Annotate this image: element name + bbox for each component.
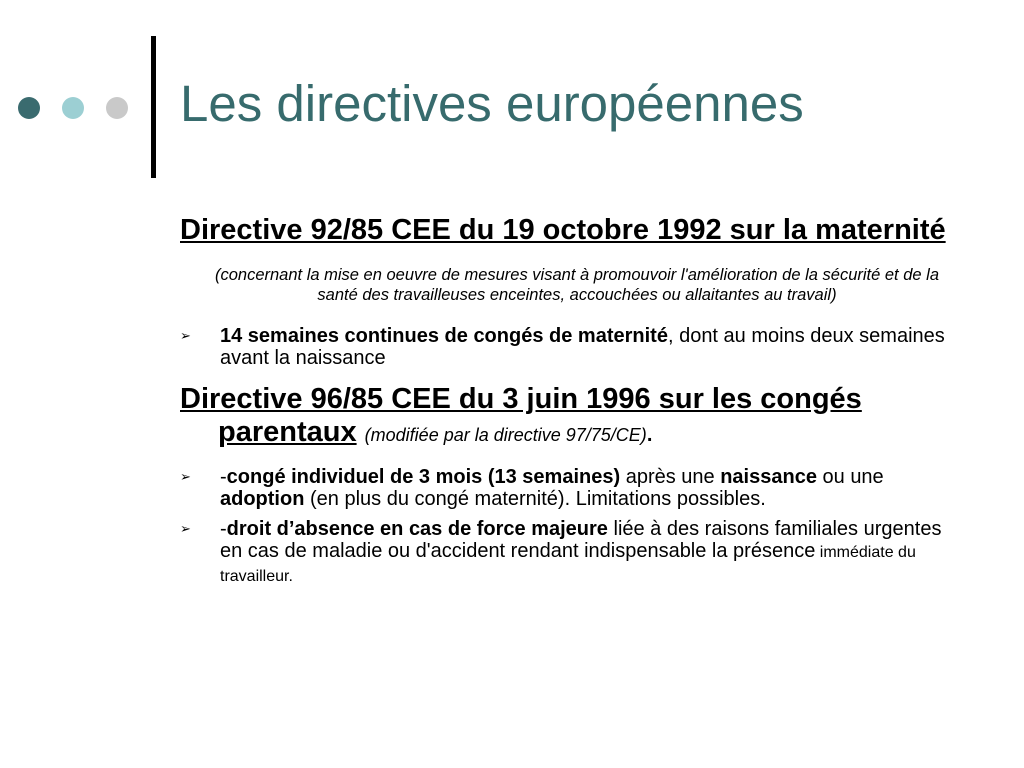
bullet-text: (en plus du congé maternité). Limitations possibles. [304,488,766,510]
directive-96-85-heading [180,383,950,452]
dot-gray-icon [106,97,128,119]
directive-92-85-note: (concernant la mise en oeuvre de mesures visant à promouvoir l'amélioration de la sécurité et de la santé des travailleuses enceintes, accouchées ou allaitantes au travail) [214,266,940,304]
directive-96-85-note: (modifiée par la directive 97/75/CE) [364,425,647,445]
list-item [180,466,950,510]
list-item [180,518,950,588]
page-title: Les directives européennes [180,75,804,132]
directive-96-85-title: Directive 96/85 CEE du 3 juin 1996 sur les congés parentaux [180,383,862,448]
directive-92-85-heading: Directive 92/85 CEE du 19 octobre 1992 sur la maternité [180,214,946,246]
heading-period: . [646,424,653,446]
bullet-text: ou une [816,466,884,488]
bullet-small-text: immédiate du travailleur. [220,544,916,585]
bullet-bold-text: droit d’absence en cas de force majeure [226,518,608,540]
dot-dark-icon [18,97,40,119]
arrow-bullet-icon: ➢ [180,521,191,536]
bullet-text: après une [620,466,721,488]
bullet-bold-text: congé individuel de 3 mois (13 semaines) [226,466,621,488]
slide-content [180,214,950,588]
bullet-dash: - [220,518,227,540]
bullet-text: , dont au moins deux semaines avant la naissance [220,325,945,369]
list-item [180,325,950,369]
bullet-text: liée à des raisons familiales urgentes en cas de maladie ou d'accident rendant indispensable la présence [220,518,942,562]
bullet-bold-text: naissance [720,466,817,488]
bullet-bold-text: adoption [220,488,305,510]
title-divider [151,36,156,178]
bullet-dash: - [220,466,227,488]
arrow-bullet-icon: ➢ [180,328,191,343]
dot-teal-icon [62,97,84,119]
bullet-bold-text: 14 semaines continues de congés de maternité [220,325,668,347]
arrow-bullet-icon: ➢ [180,469,191,484]
